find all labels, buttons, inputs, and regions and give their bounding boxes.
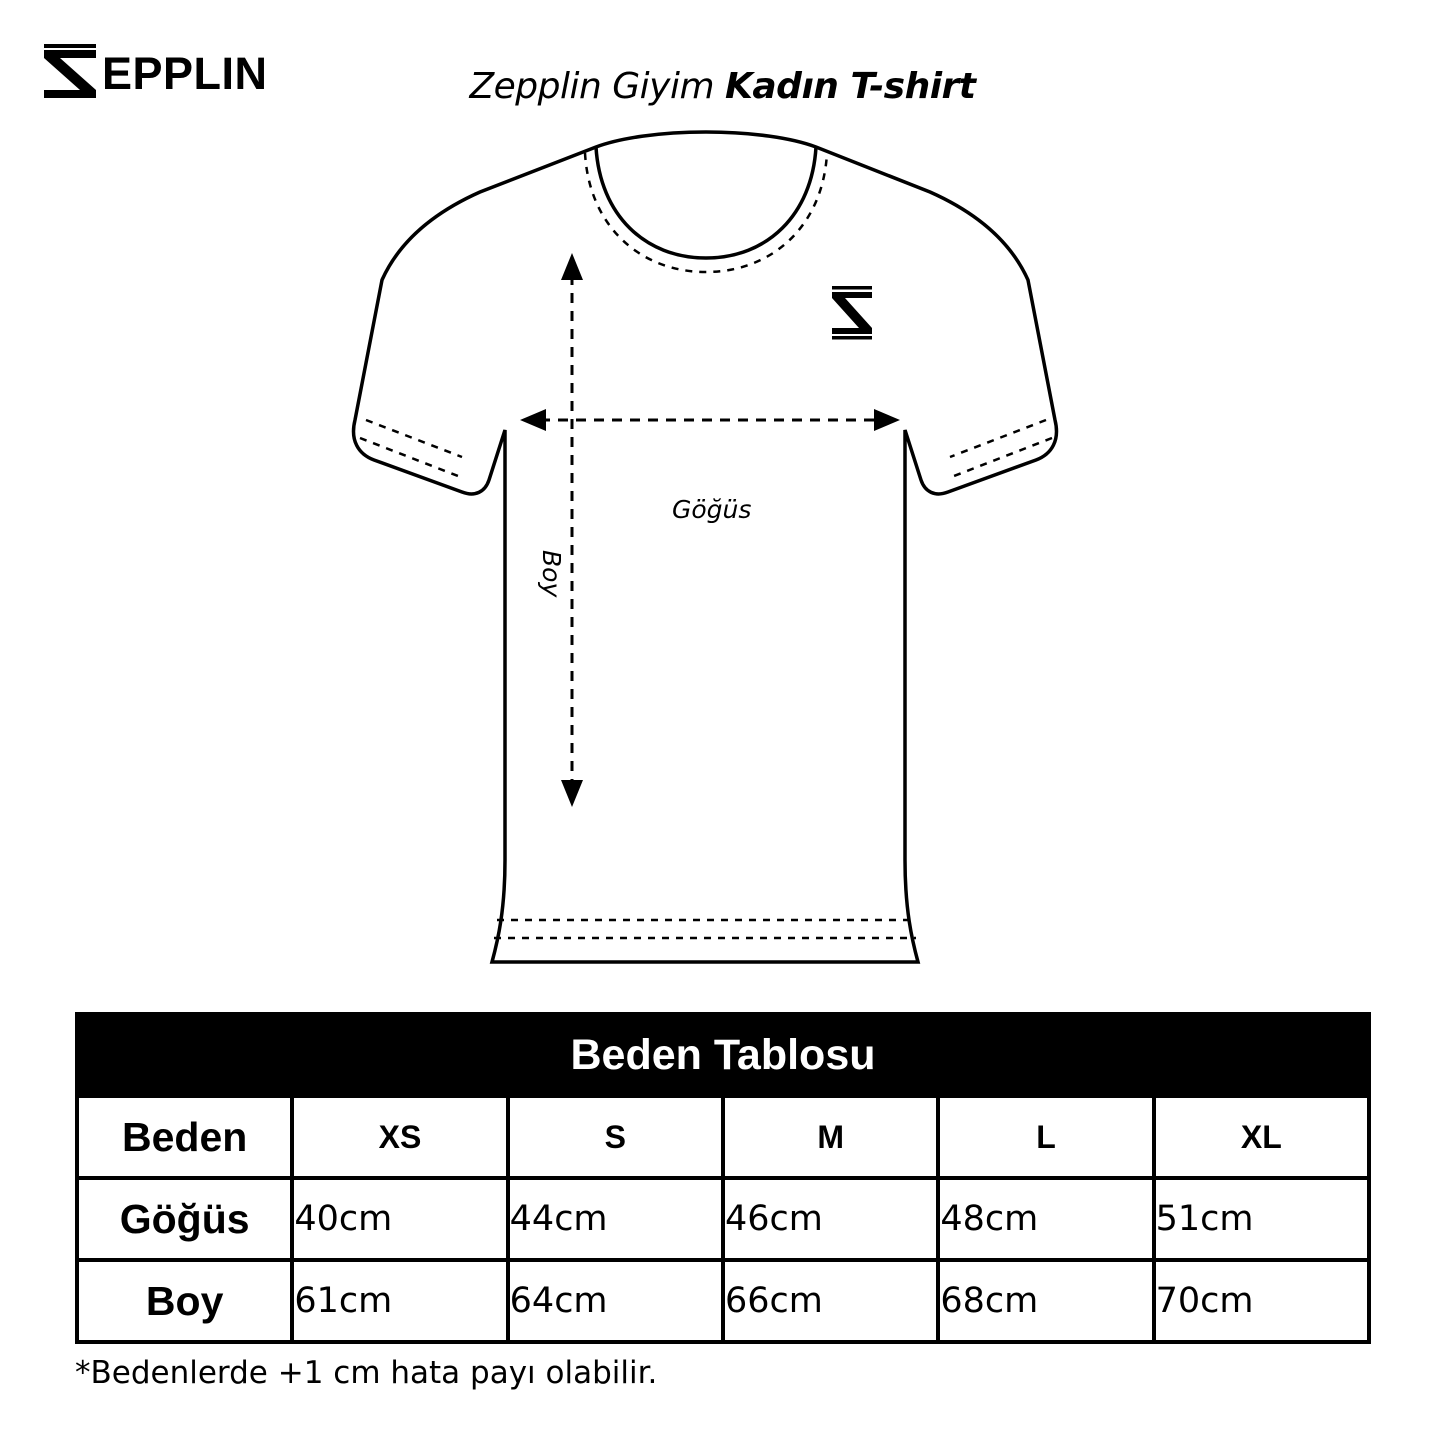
page-title-light: Zepplin Giyim [469,66,715,107]
cell-gogus-m: 46cm [723,1178,938,1260]
page-title [0,66,1445,107]
tshirt-technical-drawing [0,120,1445,1000]
cell-boy-xs: 61cm [292,1260,507,1342]
chest-measure-arrow [520,409,900,431]
header-cell-m: M [723,1096,938,1178]
header-cell-xs: XS [292,1096,507,1178]
cell-boy-s: 64cm [508,1260,723,1342]
table-header-row [77,1096,1369,1178]
size-chart [75,1012,1371,1344]
size-table-title: Beden Tablosu [77,1014,1369,1096]
cell-boy-m: 66cm [723,1260,938,1342]
brand-name-text: EPPLIN [102,48,268,99]
header-cell-s: S [508,1096,723,1178]
size-table-footnote: *Bedenlerde +1 cm hata payı olabilir. [75,1355,658,1391]
cell-gogus-l: 48cm [938,1178,1153,1260]
table-row [77,1178,1369,1260]
cell-gogus-xs: 40cm [292,1178,507,1260]
table-row [77,1260,1369,1342]
row-label-gogus: Göğüs [77,1178,292,1260]
chest-measure-label: Göğüs [672,495,752,524]
header-cell-l: L [938,1096,1153,1178]
cell-gogus-xl: 51cm [1154,1178,1369,1260]
cell-boy-xl: 70cm [1154,1260,1369,1342]
header-cell-beden: Beden [77,1096,292,1178]
header-cell-xl: XL [1154,1096,1369,1178]
page-title-bold: Kadın T-shirt [724,66,976,107]
length-measure-label: Boy [537,550,566,598]
page-header [0,0,1445,140]
cell-boy-l: 68cm [938,1260,1153,1342]
cell-gogus-s: 44cm [508,1178,723,1260]
table-title-row [77,1014,1369,1096]
size-table [75,1012,1371,1344]
length-measure-arrow [561,253,583,807]
row-label-boy: Boy [77,1260,292,1342]
chest-logo-icon [832,286,872,340]
tshirt-illustration [0,120,1445,1000]
